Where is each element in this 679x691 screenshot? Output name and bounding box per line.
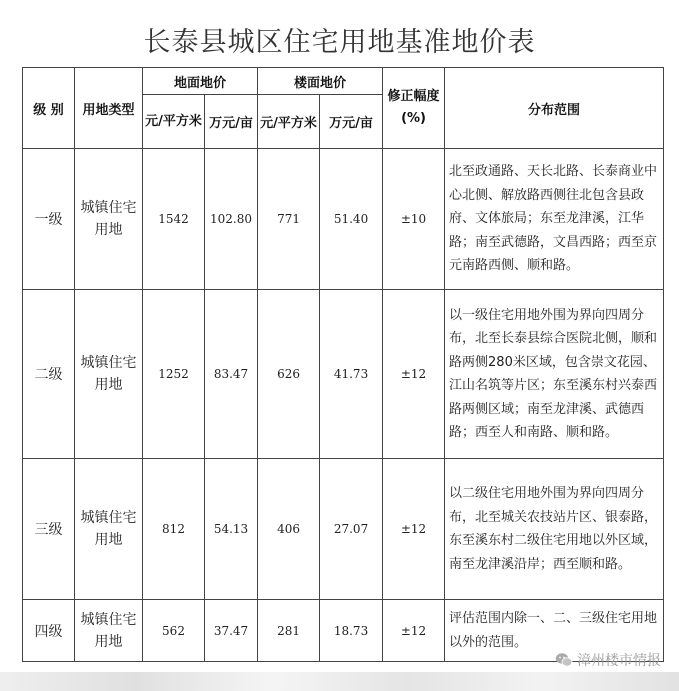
- distribution-cell: 以二级住宅用地外围为界向四周分布，北至城关农技站片区、银泰路，东至溪东村二级住宅用地以外区域，南至龙津溪沿岸；西至顺和路。: [445, 459, 664, 600]
- floor-sqm-cell: 281: [258, 600, 320, 662]
- ground-mu-cell: 54.13: [205, 459, 258, 600]
- header-land-type: 用地类型: [75, 68, 143, 149]
- correction-cell: ±12: [383, 290, 445, 459]
- ground-mu-cell: 37.47: [205, 600, 258, 662]
- ground-mu-cell: 83.47: [205, 290, 258, 459]
- land-type-cell: 城镇住宅用地: [75, 600, 143, 662]
- land-type-cell: 城镇住宅用地: [75, 290, 143, 459]
- header-correction: 修正幅度 (%): [383, 68, 445, 149]
- floor-mu-cell: 27.07: [320, 459, 383, 600]
- floor-sqm-cell: 626: [258, 290, 320, 459]
- land-type-cell: 城镇住宅用地: [75, 459, 143, 600]
- blurred-footer: [0, 672, 679, 691]
- table-row: [23, 149, 664, 290]
- distribution-cell: 以一级住宅用地外围为界向四周分布，北至长泰县综合医院北侧，顺和路两侧280米区域，包含崇文花园、江山名筑等片区；东至溪东村兴泰西路两侧区域；南至龙津溪、武德西路；西至人和南路、顺和路。: [445, 290, 664, 459]
- level-cell: 四级: [23, 600, 75, 662]
- level-cell: 一级: [23, 149, 75, 290]
- distribution-cell: 评估范围内除一、二、三级住宅用地以外的范围。: [445, 600, 664, 662]
- floor-sqm-cell: 406: [258, 459, 320, 600]
- floor-mu-cell: 18.73: [320, 600, 383, 662]
- page-title: 长泰县城区住宅用地基准地价表: [143, 27, 536, 58]
- ground-mu-cell: 102.80: [205, 149, 258, 290]
- header-floor-price: 楼面地价: [258, 68, 383, 95]
- header-level: 级 别: [23, 68, 75, 149]
- correction-cell: ±10: [383, 149, 445, 290]
- ground-sqm-cell: 1542: [143, 149, 205, 290]
- wechat-icon: [555, 652, 573, 668]
- level-cell: 三级: [23, 459, 75, 600]
- floor-mu-cell: 51.40: [320, 149, 383, 290]
- header-ground-unit-mu: 万元/亩: [205, 95, 258, 149]
- header-ground-price: 地面地价: [143, 68, 258, 95]
- table-row: [23, 290, 664, 459]
- distribution-cell: 北至政通路、天长北路、长泰商业中心北侧、解放路西侧往北包含县政府、文体旅局；东至龙津溪，江华路；南至武德路，文昌西路；西至京元南路西侧、顺和路。: [445, 149, 664, 290]
- ground-sqm-cell: 812: [143, 459, 205, 600]
- header-distribution: 分布范围: [445, 68, 664, 149]
- floor-mu-cell: 41.73: [320, 290, 383, 459]
- watermark-text: 漳州楼市情报: [577, 653, 661, 669]
- header-floor-unit-mu: 万元/亩: [320, 95, 383, 149]
- correction-cell: ±12: [383, 600, 445, 662]
- correction-cell: ±12: [383, 459, 445, 600]
- header-ground-unit-sqm: 元/平方米: [143, 95, 205, 149]
- ground-sqm-cell: 1252: [143, 290, 205, 459]
- land-price-table: [22, 67, 664, 662]
- level-cell: 二级: [23, 290, 75, 459]
- header-floor-unit-sqm: 元/平方米: [258, 95, 320, 149]
- ground-sqm-cell: 562: [143, 600, 205, 662]
- watermark: [555, 650, 661, 670]
- floor-sqm-cell: 771: [258, 149, 320, 290]
- land-type-cell: 城镇住宅用地: [75, 149, 143, 290]
- table-row: [23, 459, 664, 600]
